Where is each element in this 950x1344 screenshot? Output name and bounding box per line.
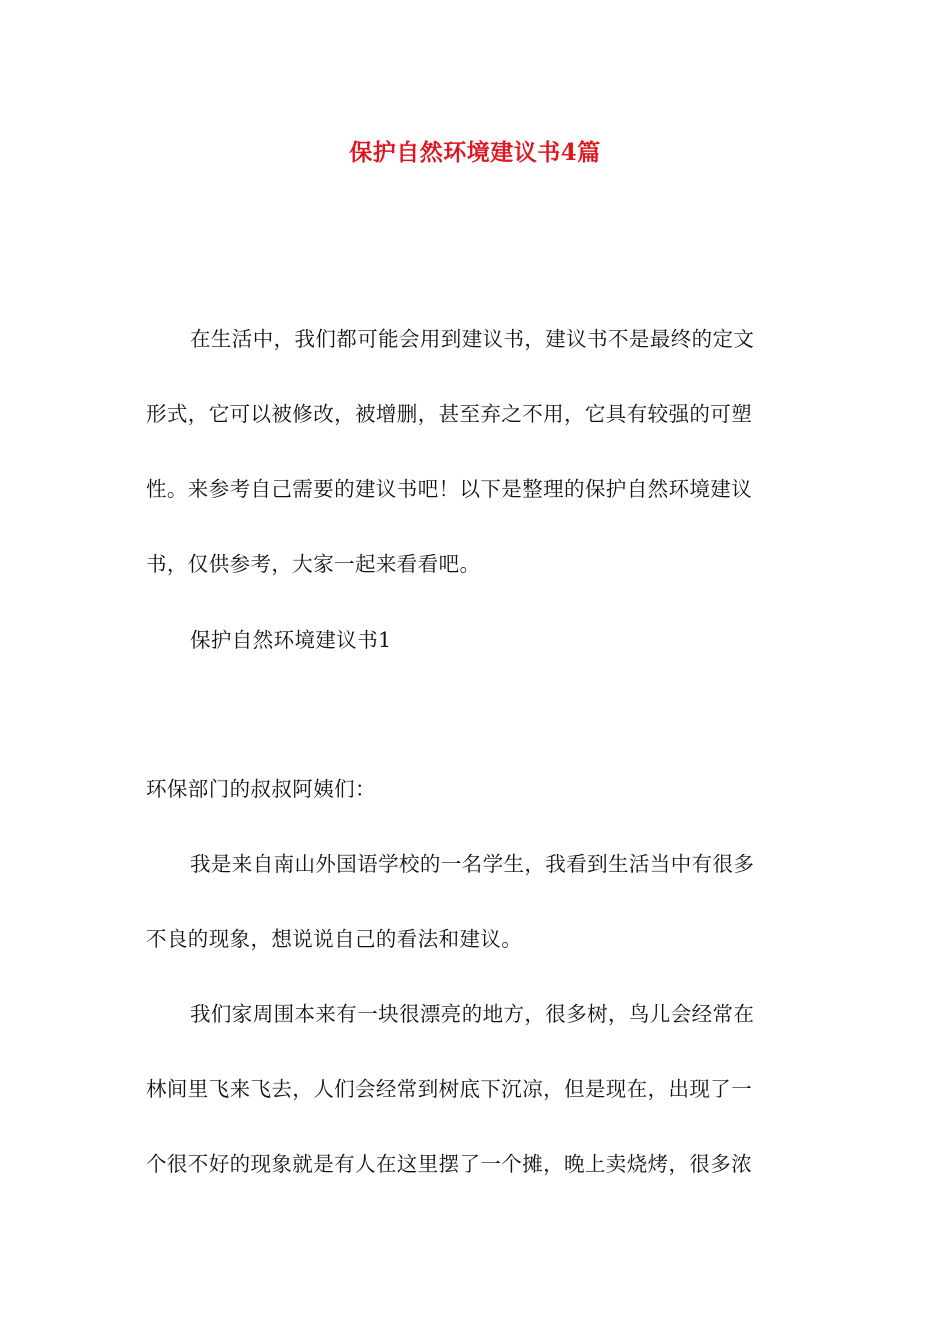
intro-paragraph <box>146 302 806 602</box>
intro-line: 在生活中，我们都可能会用到建议书，建议书不是最终的定文 <box>190 327 755 351</box>
paragraph-3 <box>146 977 806 1202</box>
paragraph-2 <box>146 827 806 977</box>
section-heading <box>146 603 806 678</box>
salutation <box>146 752 806 827</box>
intro-line: 形式，它可以被修改，被增删，甚至弃之不用，它具有较强的可塑 <box>146 402 753 426</box>
paragraph-line: 个很不好的现象就是有人在这里摆了一个摊，晚上卖烧烤，很多浓 <box>146 1152 753 1176</box>
paragraph-line: 我是来自南山外国语学校的一名学生，我看到生活当中有很多 <box>190 852 755 876</box>
paragraph-line: 我们家周围本来有一块很漂亮的地方，很多树，鸟儿会经常在 <box>190 1002 755 1026</box>
section-heading-text: 保护自然环境建议书1 <box>190 628 392 652</box>
paragraph-line: 林间里飞来飞去，人们会经常到树底下沉凉，但是现在，出现了一 <box>146 1077 753 1101</box>
paragraph-line: 不良的现象，想说说自己的看法和建议。 <box>146 927 523 951</box>
intro-line: 性。来参考自己需要的建议书吧！以下是整理的保护自然环境建议 <box>146 477 753 501</box>
document-title: 保护自然环境建议书4篇 <box>349 139 601 166</box>
intro-line: 书，仅供参考，大家一起来看看吧。 <box>146 552 481 576</box>
salutation-text: 环保部门的叔叔阿姨们： <box>146 777 376 801</box>
